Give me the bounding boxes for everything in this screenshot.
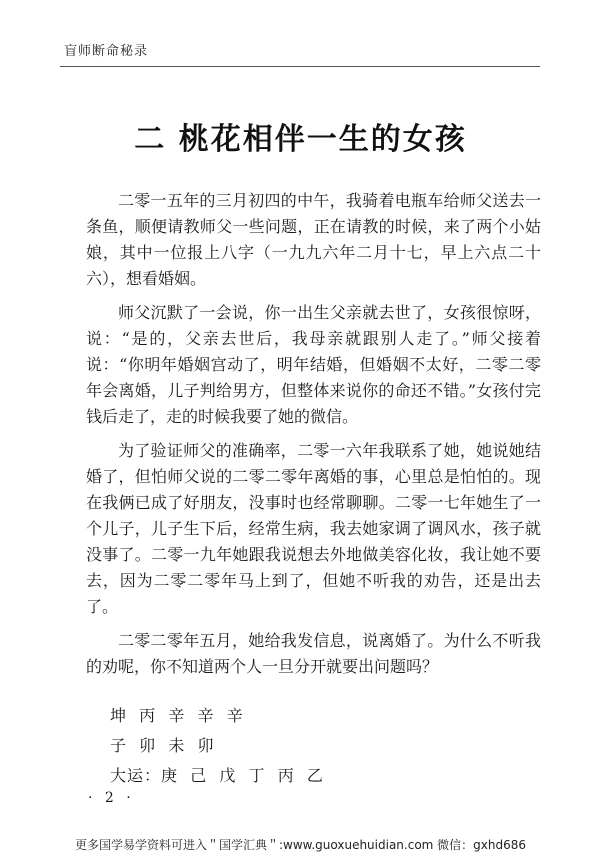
paragraph: 为了验证师父的准确率，二零一六年我联系了她，她说她结婚了，但怕师父说的二零二零年离婚的事，心里总是怕怕的。现在我俩已成了好朋友，没事时也经常聊聊。二零一七年她生了一个儿子，儿子生下后，经常生病，我去她家调了调风水，孩子就没事了。二零一九年她跟我说想去外地做美容化妆，我让她不要去，因为二零二零年马上到了，但她不听我的劝告，还是出去了。	[86, 441, 541, 616]
bazi-line-branches: 子 卯 未 卯	[110, 736, 215, 755]
chapter-title: 二 桃花相伴一生的女孩	[134, 122, 467, 157]
paragraph: 二零二零年五月，她给我发信息，说离婚了。为什么不听我的劝呢，你不知道两个人一旦分开就要出问题吗？	[86, 631, 541, 676]
footer-watermark: 更多国学易学资料可进入＂国学汇典＂:www.guoxuehuidian.com 微信：gxhd686	[74, 838, 527, 852]
paragraph: 师父沉默了一会说，你一出生父亲就去世了，女孩很惊呀，说：“是的，父亲去世后，我母亲就跟别人走了。”师父接着说：“你明年婚姻宫动了，明年结婚，但婚姻不太好，二零二零年会离婚，儿子判给男方，但整体来说你的命还不错。”女孩付完钱后走了，走的时候我要了她的微信。	[86, 303, 541, 426]
paragraph: 二零一五年的三月初四的中午，我骑着电瓶车给师父送去一条鱼，顺便请教师父一些问题，正在请教的时候，来了两个小姑娘，其中一位报上八字（一九九六年二月十七，早上六点二十六），想看婚姻。	[86, 191, 541, 288]
bazi-line-dayun: 大运：庚 己 戊 丁 丙 乙	[110, 766, 324, 785]
running-header: 盲师断命秘录	[64, 44, 149, 59]
body-text	[86, 188, 541, 688]
bazi-line-stems: 坤 丙 辛 辛 辛	[110, 706, 244, 725]
header-divider	[60, 66, 540, 67]
page-number: · 2 ·	[88, 790, 135, 806]
